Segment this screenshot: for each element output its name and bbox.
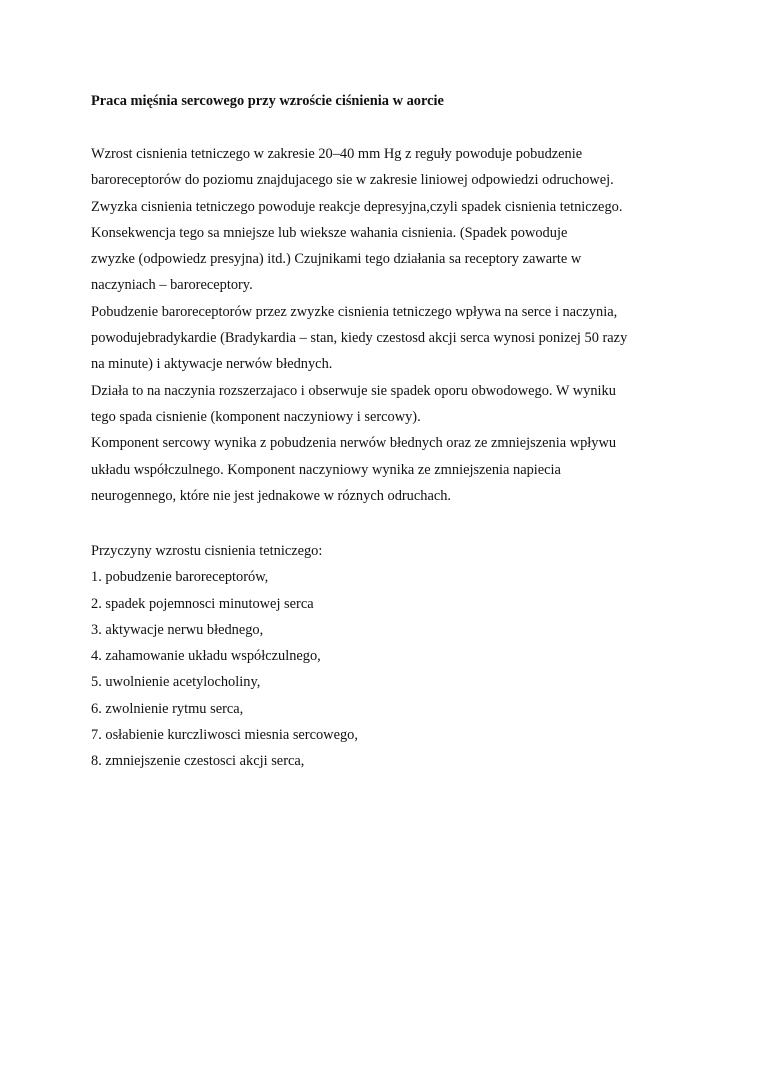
causes-list (91, 538, 691, 775)
paragraph-line: Działa to na naczynia rozszerzajaco i obserwuje sie spadek oporu obwodowego. W wyniku (91, 382, 616, 399)
paragraph-line: baroreceptorów do poziomu znajdujacego sie w zakresie liniowej odpowiedzi odruchowej. (91, 172, 614, 189)
paragraph-line: Zwyzka cisnienia tetniczego powoduje reakcje depresyjna,czyli spadek cisnienia tetniczego. (91, 198, 623, 215)
list-item: 4. zahamowanie układu współczulnego, (91, 648, 321, 665)
paragraph-line: Komponent sercowy wynika z pobudzenia nerwów błednych oraz ze zmniejszenia wpływu (91, 435, 617, 452)
paragraph-line: naczyniach – baroreceptory. (91, 277, 253, 294)
list-item: 6. zwolnienie rytmu serca, (91, 700, 244, 717)
paragraph-line: neurogennego, które nie jest jednakowe w róznych odruchach. (91, 487, 452, 504)
paragraph-line: układu współczulnego. Komponent naczyniowy wynika ze zmniejszenia napiecia (91, 461, 561, 478)
paragraph-line: Konsekwencja tego sa mniejsze lub wieksze wahania cisnienia. (Spadek powoduje (91, 224, 568, 241)
list-item: 7. osłabienie kurczliwosci miesnia sercowego, (91, 727, 358, 744)
paragraph-line: Wzrost cisnienia tetniczego w zakresie 20–40 mm Hg z reguły powoduje pobudzenie (91, 146, 583, 162)
paragraph-line: na minute) i aktywacje nerwów błednych. (91, 356, 333, 373)
list-item: 8. zmniejszenie czestosci akcji serca, (91, 753, 305, 770)
paragraph-line: powodujebradykardie (Bradykardia – stan, kiedy czestosd akcji serca wynosi ponizej 50 razy (91, 330, 628, 347)
list-item: 2. spadek pojemnosci minutowej serca (91, 595, 314, 612)
paragraph-line: tego spada cisnienie (komponent naczyniowy i sercowy). (91, 408, 421, 425)
paragraph-line: Pobudzenie baroreceptorów przez zwyzke cisnienia tetniczego wpływa na serce i naczynia, (91, 303, 618, 320)
list-item: 5. uwolnienie acetylocholiny, (91, 674, 261, 691)
list-item: 1. pobudzenie baroreceptorów, (91, 569, 269, 586)
list-heading: Przyczyny wzrostu cisnienia tetniczego: (91, 543, 323, 559)
document-title: Praca mięśnia sercowego przy wzroście ciśnienia w aorcie (91, 93, 444, 109)
list-item: 3. aktywacje nerwu błednego, (91, 621, 264, 638)
paragraph-line: zwyzke (odpowiedz presyjna) itd.) Czujnikami tego działania sa receptory zawarte w (91, 251, 582, 268)
main-paragraph (91, 141, 691, 509)
